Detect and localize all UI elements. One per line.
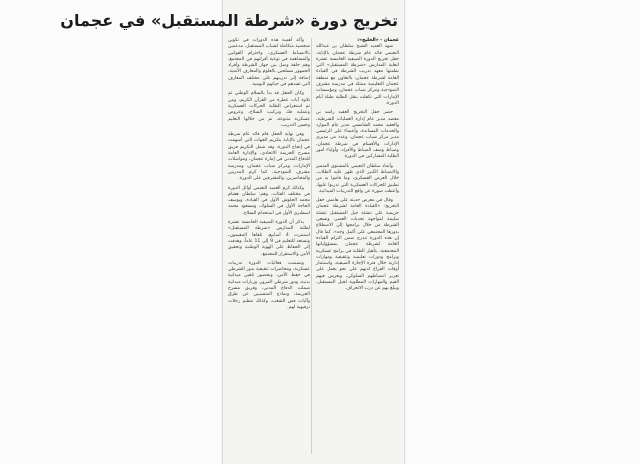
paragraph: حضر حفل التخريج العقيد راشد بن معضد مدير عام إدارة العمليات الشرطية، والعقيد محمد الشامسي مدير عام الموارد والخدمات المساندة، وأعضاء على الرئيسي مدير مركز شباب عجمان، وعدد من مديري الإدارات والأقسام في شرطة عجمان، وضباط وصف الضباط والأفراد، وأولياء أمور الطلبة المشاركين في الدورة. xyxy=(316,110,399,160)
paragraph: وكان الحفل قد بدأ بالسلام الوطني ثم تلاوة آيات عطرة من القرآن الكريم، ومن ثم استعراض الطلبة الحركات العسكرية وعملية فك وتركيب السلاح، وعروض عسكرية متنوعة، تم من خلالها التعليم وحسن التدريب. xyxy=(228,91,310,128)
paragraph: شهد العميد الشيخ سلطان بن عبدالله النعيمي قائد عام شرطة عجمان بالإنابة، حفل تخريج الدورة الصيفية الخامسة عشرة لتعلية المدارس «شرطة المستقبل» التي نظمتها معهد تدريب الشرطة في القيادة العامة لشرطة عجمان، بالتعاون مع منطقة عجمان التعليمية ممثلة في مدرسة مشرف النموذجية ومركز شباب عجمان، ومؤسسات الإمارات التي تكفلت بنقل الطلبة طيلة أيام الدورة. xyxy=(316,44,399,106)
paragraph: وأشاد سلطان النعيمي بالمستوى المتميز والانضباط الكبير الذي ظهر عليه الطلاب، خلال العرض العسكري، وما قاموا به من تطبيق للحركات العسكرية التي تدربوا عليها، وأعطت صورة عن واقع التدريبات الميدانية. xyxy=(316,163,399,194)
paragraph: يذكر أن الدورة الصيفية الخامسة عشرة لطلبة المدارس «شرطة المستقبل» استمرت 4 أسابيع، تلقاها المقيمون، وتستعد للتعليم في 9 إلى 11 عاماً، وهدفت إلى الحفاظ على الهوية الوطنية وتحقيق الأمن والاستقرار للمجتمع. xyxy=(228,220,310,257)
paragraph: وقال في معرض حديثه على هامش حفل التخريج: «القيادة العامة لشرطة عجمان حريصة على تنشئة جيل المستقبل تنشئة سليمة لمواجهة تحديات العصر، وتسعى الشرطة من خلال برامجها إلى الاضطلاع بدورها المجتمعي على أكمل وجه». كما قال إن هذه الدورة تندرج ضمن التزام القيادة العامة لشرطة عجمان بمسؤولياتها المجتمعية، بتأهيل الطلبة في برامج عسكرية وبرامج ودورات تعليمية وتثقيفية ومهارات إدارية خلال فترة الإجازة الصيفية، واستثمار أوقات الفراغ لديهم على نحو يعمل على تعزيز انضباطهم السلوكي، ويغرس فيهم القيم والمهارات المطلوبة لجيل المستقبل، ويبلغ بهم عن درب الانحراف. xyxy=(316,198,399,292)
paragraph: وكذلك كرم العميد النعيمي أوائل الدورة في مختلف الفئات، وهم: سلطان هشام محمد الجلوش الأول في القيادة، ويوسف الحاجة الأول في السلوك، ومسعود محمد اسطبري الأول في استخدام السلاح. xyxy=(228,185,310,216)
paragraph: وأكد أهمية هذه الدورات في تكوين شخصية متكاملة لشباب المستقبل، مدعمين بالانضباط العسكري، واحترام القوانين والمساهمة في توعية أقرانهم في المجتمع، وهم حلقة وصل بين جهاز الشرطة وأفراد الجمهور مسلحين بالعلوم والمعارف الأمنية، إضافة إلى تدريبهم على مختلف المعارف التي تفيدهم في حياتهم اليومية. xyxy=(228,38,310,88)
paragraph: وفي نهاية الحفل قام قائد عام شرطة عجمان بالإنابة بتكريم الجهات التي أسهمت في إنجاح الدورة، وقد شمل التكريم فريق مسرح الجريمة الاتحادي، والإدارة العامة للدفاع المدني في إمارة عجمان، ومواصلات الإمارات، ومركز شباب عجمان، ومدرسة مشرف النموذجية، كما كرم المدربين والمحاضرين، والمشرفين على الدورة. xyxy=(228,132,310,182)
paragraph: وتضمنت فعاليات الدورة تدريبات عسكرية، ومحاضرات تثقيفية بدور الشرطي في حفظ الأمن، وبحضور تلقين ميدانية بدنية، ودور شرطي المرور، وزيارات ميدانية شملت الدفاع المدني، وفريق مسرح الجريمة، ونماذج المتسببين عن طرق وآليات فض الشغب، وكذلك تنظيم رحلات ترفيهية لهم. xyxy=(228,260,310,310)
article-headline: تخريج دورة «شرطة المستقبل» في عجمان xyxy=(60,11,398,30)
article-column-left xyxy=(228,38,310,458)
newspaper-clipping xyxy=(60,0,405,464)
column-divider xyxy=(311,38,312,454)
article-column-right xyxy=(316,38,399,458)
article-byline: عجمان - «الخليج»: xyxy=(357,38,399,43)
